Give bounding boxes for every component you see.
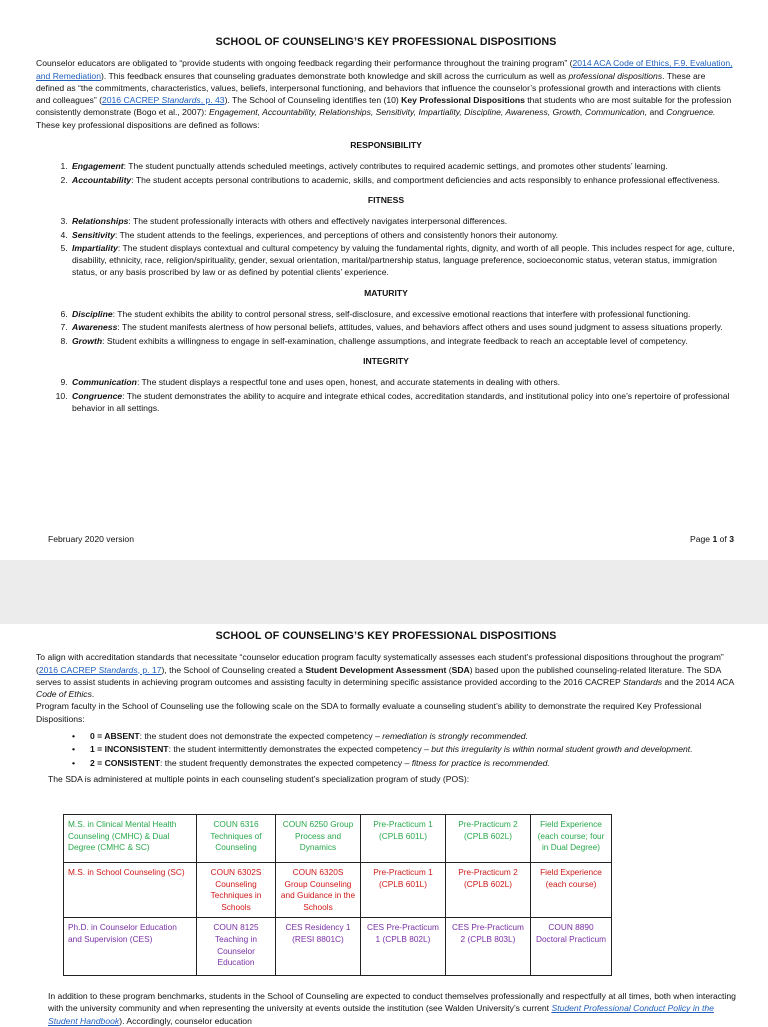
course-cell: COUN 6320S Group Counseling and Guidance in the Schools <box>276 863 361 918</box>
disposition-item <box>70 242 736 279</box>
page-number: Page 1 of 3 <box>690 534 734 544</box>
scale-item: • 1 = INCONSISTENT: the student intermittently demonstrates the expected competency – but this irregularity is within normal student growth and development. <box>72 744 693 755</box>
disposition-term: Impartiality <box>72 242 118 253</box>
intro-text: Congruence. <box>666 107 716 118</box>
conduct-policy-link[interactable]: Student Professional Conduct Policy in the Student Handbook <box>48 1003 714 1026</box>
intro-text: Counselor educators are obligated to “provide students with ongoing feedback regarding their performance throughout the training program” ( <box>36 58 573 69</box>
intro-text: professional dispositions <box>568 70 663 81</box>
conduct-paragraph: In addition to these program benchmarks, students in the School of Counseling are expected to conduct themselves professionally and respectfully at all times, both when interacting with the university community and when representing the university at events outside the institution (see Walden University’s current Student Professional Conduct Policy in the Student Handbook). Accordingly, counselor education <box>48 991 736 1026</box>
sda-table <box>63 814 612 976</box>
disposition-item <box>70 160 736 172</box>
intro-text: ). This feedback ensures that counseling graduates demonstrate both knowledge and skill across the curriculum as well as <box>100 70 569 81</box>
disposition-term: Awareness <box>72 322 118 333</box>
scale-item: • 0 = ABSENT: the student does not demonstrate the expected competency – remediation is strongly recommended. <box>72 731 528 742</box>
intro-text: Key Professional Dispositions <box>401 95 525 106</box>
disposition-item <box>70 390 736 415</box>
intro-text: These key professional dispositions are defined as follows: <box>36 119 260 130</box>
disposition-definition: : The student exhibits the ability to control personal stress, self-disclosure, and excessive emotional reactions that interfere with professional functioning. <box>112 309 691 320</box>
disposition-definition: : The student accepts personal contributions to academic, skills, and comportment deficiencies and acts responsibly to enhance professional effectiveness. <box>131 174 720 185</box>
course-cell: COUN 6302S Counseling Techniques in Schools <box>197 863 276 918</box>
cacrep-link[interactable]: 2016 CACREP Standards, p. 17 <box>38 664 162 675</box>
section-heading: RESPONSIBILITY <box>350 140 422 151</box>
disposition-definition: : Student exhibits a willingness to engage in self-examination, challenge assumptions, and integrate feedback to reach an acceptable level of competency. <box>102 335 688 346</box>
course-cell: Pre-Practicum 2 (CPLB 602L) <box>446 815 531 863</box>
intro-text: ). The School of Counseling identifies ten (10) <box>224 95 402 106</box>
table-row <box>64 815 612 863</box>
disposition-definition: : The student displays a respectful tone and uses open, honest, and accurate statements in dealing with others. <box>136 377 561 388</box>
bullet-icon: • <box>72 744 76 755</box>
disposition-term: Accountability <box>72 174 132 185</box>
disposition-list <box>36 376 736 414</box>
disposition-item <box>70 215 736 227</box>
disposition-term: Relationships <box>72 216 129 227</box>
disposition-item <box>70 308 736 320</box>
program-cell: M.S. in Clinical Mental Health Counseling (CMHC) & Dual Degree (CMHC & SC) <box>64 815 197 863</box>
disposition-list <box>36 215 736 278</box>
sda-paragraph: To align with accreditation standards that necessitate “counselor education program faculty systematically assesses each student’s professional dispositions throughout the program” (2016 CACREP Standards, p. 17), the School of Counseling created a Student Development Assessment (SDA) based upon the published counseling-related literature. The SDA serves to assist students in achieving program outcomes and assisting faculty in determining specific assistance provided according to the 2016 CACREP Standards and the 2014 ACA Code of Ethics. <box>36 652 734 700</box>
disposition-item <box>70 335 736 347</box>
intro-text: that students who are most suitable for the profession consistently demonstrate (Bogo et al., 2007): <box>36 95 732 118</box>
disposition-term: Sensitivity <box>72 229 115 240</box>
scale-list <box>36 730 736 769</box>
page-2 <box>0 624 768 1024</box>
intro-text: Engagement, Accountability, Relationships, Sensitivity, Impartiality, Discipline, Awareness, Growth, Communication, <box>208 107 648 118</box>
intro-paragraph <box>36 57 736 131</box>
page-title: SCHOOL OF COUNSELING’S KEY PROFESSIONAL DISPOSITIONS <box>215 630 557 642</box>
disposition-term: Communication <box>72 377 137 388</box>
sda-intro: The SDA is administered at multiple points in each counseling student’s specialization program of study (POS): <box>48 773 470 784</box>
disposition-item <box>70 321 736 333</box>
program-cell: Ph.D. in Counselor Education and Supervision (CES) <box>64 918 197 976</box>
disposition-term: Growth <box>72 335 103 346</box>
course-cell: Field Experience (each course) <box>531 863 612 918</box>
scale-item: • 2 = CONSISTENT: the student frequently demonstrates the expected competency – fitness for practice is recommended. <box>72 757 550 768</box>
course-cell: Pre-Practicum 1 (CPLB 601L) <box>361 863 446 918</box>
program-cell: M.S. in School Counseling (SC) <box>64 863 197 918</box>
dispositions-sections <box>36 139 736 414</box>
bullet-icon: • <box>72 757 76 768</box>
disposition-definition: : The student punctually attends scheduled meetings, actively contributes to required academic settings, and promotes other students’ learning. <box>123 161 668 172</box>
disposition-item <box>70 229 736 241</box>
table-row <box>64 863 612 918</box>
course-cell: COUN 8125 Teaching in Counselor Education <box>197 918 276 976</box>
course-cell: CES Pre-Practicum 2 (CPLB 803L) <box>446 918 531 976</box>
disposition-definition: : The student professionally interacts with others and effectively navigates interpersonal differences. <box>128 216 508 227</box>
page-gap <box>0 560 768 624</box>
intro-text: . These are defined as “the commitments, characteristics, values, beliefs, interpersonal functioning, and behaviors that influence the counselor’s professional growth and interactions with clients and colleagues” ( <box>36 70 721 106</box>
bullet-icon: • <box>72 731 76 742</box>
course-cell: COUN 6250 Group Process and Dynamics <box>276 815 361 863</box>
version-label: February 2020 version <box>48 534 134 544</box>
page-footer <box>48 533 734 545</box>
page-title: SCHOOL OF COUNSELING’S KEY PROFESSIONAL DISPOSITIONS <box>215 36 557 48</box>
course-cell: COUN 8890 Doctoral Practicum <box>531 918 612 976</box>
disposition-term: Engagement <box>72 161 124 172</box>
aca-code-link[interactable]: 2014 ACA Code of Ethics, F.9. Evaluation, and Remediation <box>36 58 733 81</box>
disposition-list <box>36 160 736 186</box>
intro-text: and <box>647 107 667 118</box>
cacrep-link[interactable]: 2016 CACREP Standards, p. 43 <box>101 95 225 106</box>
disposition-definition: : The student demonstrates the ability to acquire and integrate ethical codes, accreditation standards, and institutional policy into one’s repertoire of professional behavior in all settings. <box>72 390 730 413</box>
course-cell: CES Pre-Practicum 1 (CPLB 802L) <box>361 918 446 976</box>
disposition-item <box>70 376 736 388</box>
page-1-content <box>36 36 736 415</box>
scale-intro: Program faculty in the School of Counseling use the following scale on the SDA to formally evaluate a counseling student’s ability to demonstrate the required Key Professional Dispositions: <box>36 701 702 724</box>
disposition-item <box>70 174 736 186</box>
disposition-term: Congruence <box>72 390 123 401</box>
disposition-list <box>36 308 736 347</box>
section-heading: FITNESS <box>367 194 405 205</box>
course-cell: COUN 6316 Techniques of Counseling <box>197 815 276 863</box>
section-heading: INTEGRITY <box>363 355 409 366</box>
disposition-definition: : The student displays contextual and cultural competency by valuing the fundamental rights, dignity, and worth of all people. This includes respect for age, culture, disability, ethnicity, race, religion/spirituality, gender, sexual orientation, marital/partnership status, language preference, socioeconomic status, veteran status, immigration status, or any basis proscribed by law or as defined by potential clients’ experience. <box>72 242 735 278</box>
course-cell: Field Experience (each course; four in Dual Degree) <box>531 815 612 863</box>
disposition-definition: : The student attends to the feelings, experiences, and perceptions of others and consistently honors their autonomy. <box>115 229 559 240</box>
course-cell: Pre-Practicum 1 (CPLB 601L) <box>361 815 446 863</box>
page-2-content <box>36 630 736 785</box>
section-heading: MATURITY <box>364 287 408 298</box>
disposition-term: Discipline <box>72 309 113 320</box>
disposition-definition: : The student manifests alertness of how personal beliefs, attitudes, values, and behaviors affect others and uses sound judgment to assess situations properly. <box>117 322 723 333</box>
table-row <box>64 918 612 976</box>
course-cell: CES Residency 1 (RESI 8801C) <box>276 918 361 976</box>
course-cell: Pre-Practicum 2 (CPLB 602L) <box>446 863 531 918</box>
